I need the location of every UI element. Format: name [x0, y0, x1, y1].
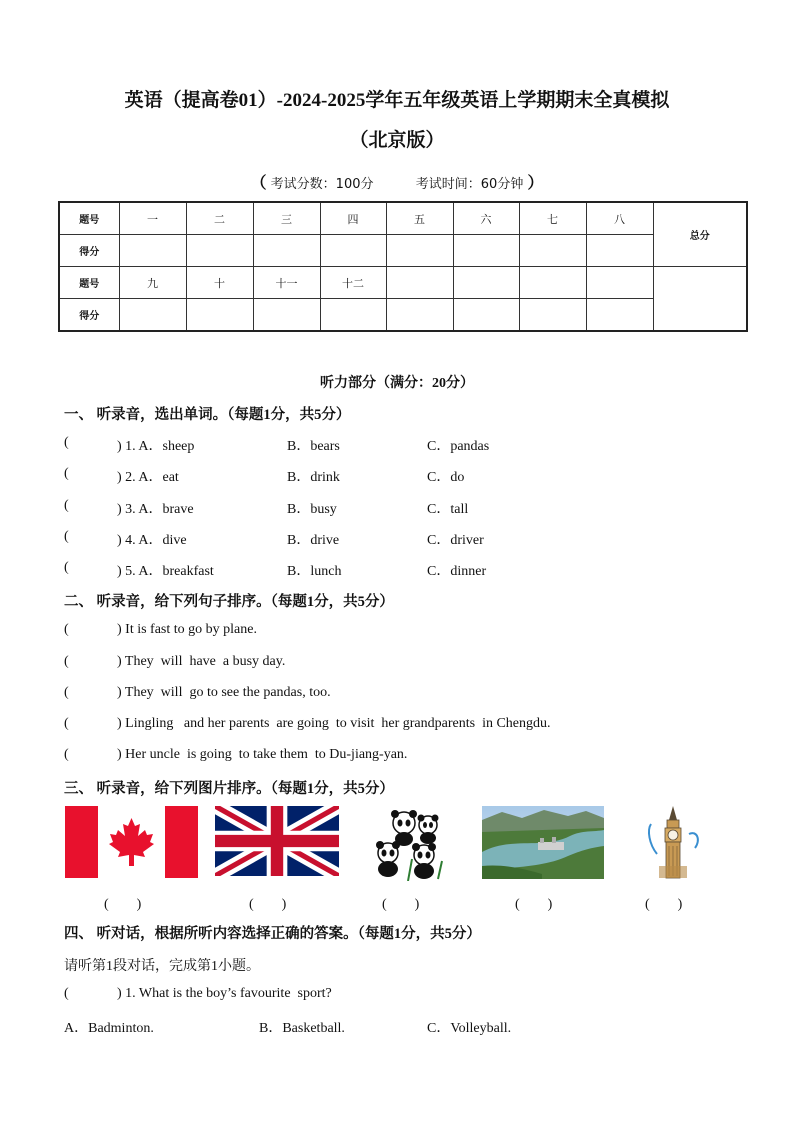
answer-blank[interactable]: ) 3. A．brave — [117, 502, 194, 517]
score-cell[interactable] — [253, 299, 320, 332]
option-b: B．drive — [287, 533, 340, 548]
table-cell: 九 — [119, 267, 186, 299]
answer-blank[interactable]: ) 2. A．eat — [117, 470, 179, 485]
table-cell: 四 — [320, 202, 386, 235]
answer-blank[interactable]: ) 5. A．breakfast — [117, 564, 214, 579]
picture-answer-blank[interactable]: ( ) — [645, 897, 683, 912]
picture-answer-blank[interactable]: ( ) — [249, 897, 287, 912]
section-3-title: 三、 听录音，给下列图片排序。（每题1分，共5分） — [64, 781, 394, 797]
exam-subtitle: （北京版） — [349, 130, 445, 151]
score-cell[interactable] — [119, 235, 186, 267]
table-cell — [453, 267, 519, 299]
option-c: C．pandas — [427, 439, 490, 454]
option-b: B．busy — [287, 502, 337, 517]
picture-answer-blank[interactable]: ( ) — [515, 897, 553, 912]
table-cell: 八 — [586, 202, 653, 235]
score-cell[interactable] — [453, 299, 519, 332]
table-cell — [586, 267, 653, 299]
dam-river-image — [482, 806, 604, 879]
score-cell[interactable] — [586, 299, 653, 332]
score-cell[interactable] — [386, 235, 453, 267]
option-a: A．Badminton. — [64, 1021, 154, 1036]
table-row — [59, 235, 747, 267]
table-cell — [386, 267, 453, 299]
question-number-label: 题号 — [59, 202, 119, 235]
picture-answer-blank[interactable]: ( ) — [382, 897, 420, 912]
option-c: C．driver — [427, 533, 484, 548]
answer-blank[interactable]: ) Lingling and her parents are going to visit her grandparents in Chengdu. — [117, 716, 551, 731]
score-cell[interactable] — [320, 235, 386, 267]
section-1-title: 一、 听录音，选出单词。（每题1分，共5分） — [64, 407, 351, 423]
option-b: B．lunch — [287, 564, 342, 579]
answer-blank[interactable]: ) They will go to see the pandas, too. — [117, 685, 331, 700]
score-cell[interactable] — [453, 235, 519, 267]
answer-blank[interactable]: ) 4. A．dive — [117, 533, 187, 548]
option-c: C．Volleyball. — [427, 1021, 512, 1036]
score-cell[interactable] — [320, 299, 386, 332]
score-label: 得分 — [59, 235, 119, 267]
table-cell: 十二 — [320, 267, 386, 299]
score-cell[interactable] — [186, 235, 253, 267]
table-cell: 十 — [186, 267, 253, 299]
table-row — [59, 202, 747, 235]
option-c: C．tall — [427, 502, 469, 517]
table-row — [59, 299, 747, 332]
score-cell[interactable] — [519, 299, 586, 332]
table-cell: 五 — [386, 202, 453, 235]
score-cell[interactable] — [519, 235, 586, 267]
table-cell: 二 — [186, 202, 253, 235]
answer-blank[interactable]: ) 1. What is the boy’s favourite sport? — [117, 986, 332, 1001]
option-b: B．Basketball. — [259, 1021, 345, 1036]
exam-info: （ 考试分数：100分 考试时间：60分钟 ） — [250, 173, 544, 192]
total-score-label: 总分 — [653, 202, 747, 267]
score-label: 得分 — [59, 299, 119, 332]
exam-total-score: 考试分数：100分 — [270, 177, 374, 192]
table-row — [59, 267, 747, 299]
exam-duration: 考试时间：60分钟 — [415, 177, 524, 192]
picture-answer-blank[interactable]: ( ) — [104, 897, 142, 912]
score-cell[interactable] — [386, 299, 453, 332]
answer-blank[interactable]: ) They will have a busy day. — [117, 654, 286, 669]
table-cell — [519, 267, 586, 299]
uk-flag-image — [215, 806, 339, 876]
answer-blank[interactable]: ) It is fast to go by plane. — [117, 622, 257, 637]
score-cell[interactable] — [253, 235, 320, 267]
score-cell[interactable] — [186, 299, 253, 332]
score-table — [58, 201, 748, 332]
listening-heading: 听力部分（满分：20分） — [320, 376, 474, 391]
question-number-label: 题号 — [59, 267, 119, 299]
score-cell[interactable] — [586, 235, 653, 267]
table-cell: 三 — [253, 202, 320, 235]
table-cell: 六 — [453, 202, 519, 235]
section-4-title: 四、 听对话，根据所听内容选择正确的答案。（每题1分，共5分） — [64, 926, 481, 942]
answer-blank[interactable]: ) 1. A．sheep — [117, 439, 195, 454]
option-b: B．bears — [287, 439, 340, 454]
canada-flag-image — [65, 806, 198, 878]
section-2-title: 二、 听录音，给下列句子排序。（每题1分，共5分） — [64, 594, 394, 610]
answer-blank[interactable]: ) Her uncle is going to take them to Du-jiang-yan. — [117, 747, 408, 762]
score-cell[interactable] — [119, 299, 186, 332]
option-c: C．do — [427, 470, 465, 485]
total-score-cell[interactable] — [653, 267, 747, 332]
option-b: B．drink — [287, 470, 340, 485]
table-cell: 十一 — [253, 267, 320, 299]
big-ben-image — [641, 804, 705, 880]
dialog-intro: 请听第1段对话，完成第1小题。 — [64, 959, 260, 974]
option-c: C．dinner — [427, 564, 487, 579]
exam-title: 英语（提高卷01）-2024-2025学年五年级英语上学期期末全真模拟 — [124, 90, 670, 111]
pandas-image — [368, 803, 448, 881]
table-cell: 七 — [519, 202, 586, 235]
table-cell: 一 — [119, 202, 186, 235]
